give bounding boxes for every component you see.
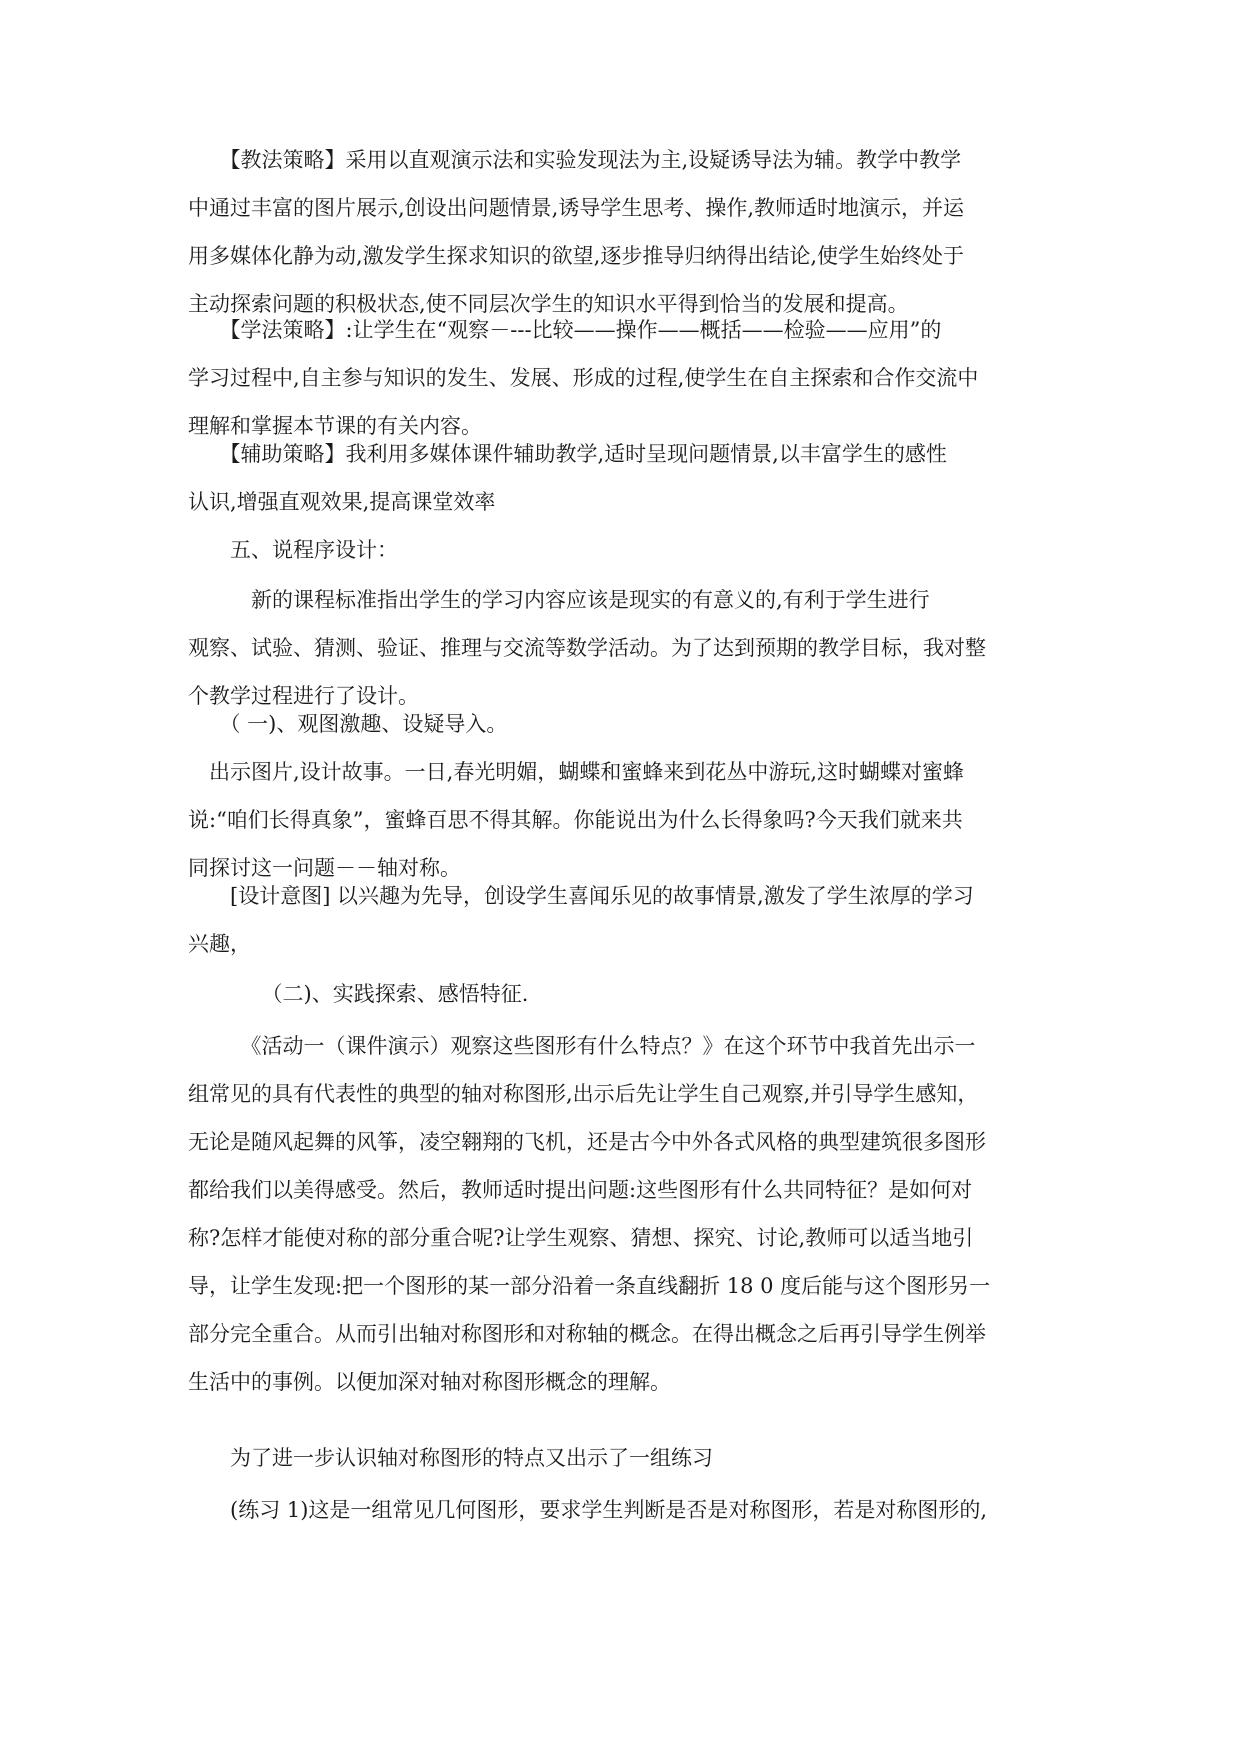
subheading-practice-exploration: （二)、实践探索、感悟特征. [188, 982, 529, 1006]
paragraph-learning-strategy: 【学法策略】:让学生在“观察－---比较——操作——概括——检验——应用”的 学习过程中,自主参与知识的发生、发展、形成的过程,使学生在自主探索和合作交流中 理解和掌握本节课的有关内容。 [188, 318, 979, 438]
paragraph-teaching-strategy: 【教法策略】采用以直观演示法和实验发现法为主,设疑诱导法为辅。教学中教学 中通过丰富的图片展示,创设出问题情景,诱导学生思考、操作,教师适时地演示，并运 用多媒体化静为动,激发学生探求知识的欲望,逐步推导归纳得出结论,使学生始终处于 主动探索问题的积极状态,使不同层次学生的知识水平得到恰当的发展和提高。 [188, 148, 965, 316]
section-heading-procedure-design: 五、说程序设计： [188, 538, 398, 562]
paragraph-activity-one: 《活动一（课件演示）观察这些图形有什么特点？》在这个环节中我首先出示一 组常见的具有代表性的典型的轴对称图形,出示后先让学生自己观察,并引导学生感知， 无论是随风起舞的风筝，凌空翱翔的飞机，还是古今中外各式风格的典型建筑很多图形 都给我们以美得感受。然后，教师适时提出问题:这些图形有什么共同特征？是如何对 称?怎样才能使对称的部分重合呢?让学生观察、猜想、探究、讨论,教师可以适当地引 导，让学生发现:把一个图形的某一部分沿着一条直线翻折 18 0 度后能与这个图形另一 部分完全重合。从而引出轴对称图形和对称轴的概念。在得出概念之后再引导学生例举 生活中的事例。以便加深对轴对称图形概念的理解。 [188, 1034, 991, 1394]
paragraph-story: 出示图片,设计故事。一日,春光明媚，蝴蝶和蜜蜂来到花丛中游玩,这时蝴蝶对蜜蜂 说:“咱们长得真象”，蜜蜂百思不得其解。你能说出为什么长得象吗?今天我们就来共 同探讨这一问题－－轴对称。 [188, 760, 965, 880]
subheading-introduction: （ 一)、观图激趣、设疑导入。 [188, 712, 508, 736]
paragraph-exercise-one: (练习 1)这是一组常见几何图形，要求学生判断是否是对称图形，若是对称图形的, [188, 1498, 988, 1522]
paragraph-auxiliary-strategy: 【辅助策略】我利用多媒体课件辅助教学,适时呈现问题情景,以丰富学生的感性 认识,增强直观效果,提高课堂效率 [188, 442, 947, 514]
paragraph-exercise-intro: 为了进一步认识轴对称图形的特点又出示了一组练习 [188, 1446, 713, 1470]
paragraph-curriculum-standard: 新的课程标准指出学生的学习内容应该是现实的有意义的,有利于学生进行 观察、试验、猜测、验证、推理与交流等数学活动。为了达到预期的教学目标，我对整 个教学过程进行了设计。 [188, 588, 986, 708]
paragraph-design-intent: [设计意图] 以兴趣为先导，创设学生喜闻乐见的故事情景,激发了学生浓厚的学习 兴趣， [188, 884, 974, 956]
